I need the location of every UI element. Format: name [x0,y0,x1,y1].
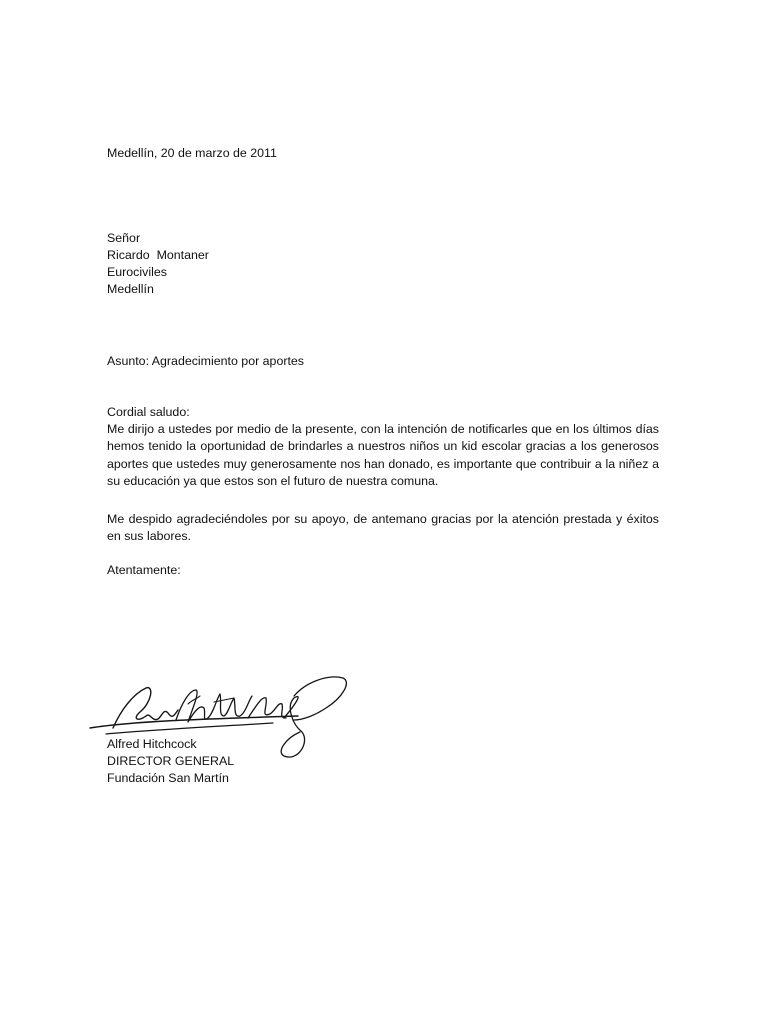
signer-organization: Fundación San Martín [107,771,229,785]
signer-name: Alfred Hitchcock [107,737,197,751]
date-line: Medellín, 20 de marzo de 2011 [107,146,277,160]
signer-position: DIRECTOR GENERAL [107,754,235,768]
recipient-city: Medellín [107,282,154,296]
recipient-block [107,230,209,298]
body-paragraph-2: Me despido agradeciéndoles por su apoyo, de antemano gracias por la atención prestada y éxitos en sus labores. [107,512,659,544]
recipient-title: Señor [107,231,141,245]
subject-line: Asunto: Agradecimiento por aportes [107,354,304,368]
recipient-company: Eurociviles [107,265,167,279]
closing-line: Atentamente: [107,563,181,577]
signer-block [107,736,234,787]
greeting: Cordial saludo: [107,405,190,419]
body-paragraph-1: Me dirijo a ustedes por medio de la presente, con la intención de notificarles que en los últimos días hemos tenido la oportunidad de brindarles a nuestros niños un kid escolar gracias a los generosos aportes que ustedes muy generosamente nos han donado, es importante que contribuir a la niñez a su educación ya que estos son el futuro de nuestra comuna. [107,422,659,488]
recipient-name: Ricardo Montaner [107,248,209,262]
